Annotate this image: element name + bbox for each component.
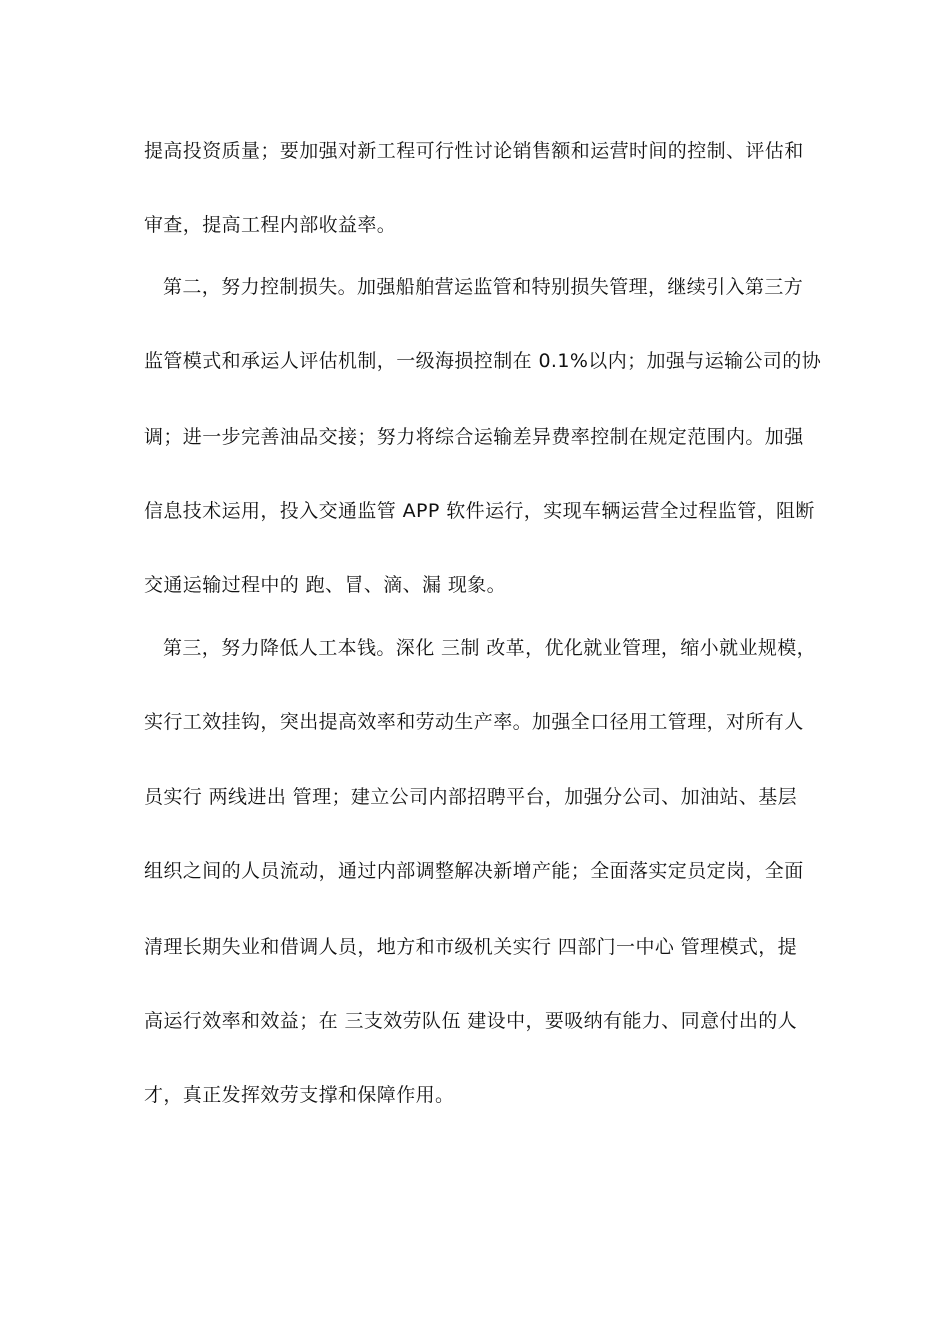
text-line: 监管模式和承运人评估机制，一级海损控制在 0.1%以内；加强与运输公司的协 (144, 350, 822, 372)
text-line: 交通运输过程中的 跑、冒、滴、漏 现象。 (144, 574, 507, 596)
text-line: 调；进一步完善油品交接；努力将综合运输差异费率控制在规定范围内。加强 (144, 426, 804, 448)
text-line: 审查，提高工程内部收益率。 (144, 214, 397, 236)
text-line: 提高投资质量；要加强对新工程可行性讨论销售额和运营时间的控制、评估和 (144, 140, 804, 162)
text-line: 信息技术运用，投入交通监管 APP 软件运行，实现车辆运营全过程监管，阻断 (144, 500, 815, 522)
text-line: 才，真正发挥效劳支撑和保障作用。 (144, 1084, 455, 1106)
text-line: 高运行效率和效益；在 三支效劳队伍 建设中，要吸纳有能力、同意付出的人 (144, 1010, 798, 1032)
text-line: 实行工效挂钩，突出提高效率和劳动生产率。加强全口径用工管理，对所有人 (144, 711, 804, 733)
text-line: 员实行 两线进出 管理；建立公司内部招聘平台，加强分公司、加油站、基层 (144, 786, 798, 808)
paragraph-start-line: 第三，努力降低人工本钱。深化 三制 改革，优化就业管理，缩小就业规模， (163, 637, 817, 659)
paragraph-start-line: 第二，努力控制损失。加强船舶营运监管和特别损失管理，继续引入第三方 (163, 276, 804, 298)
text-line: 组织之间的人员流动，通过内部调整解决新增产能；全面落实定员定岗，全面 (144, 860, 804, 882)
text-line: 清理长期失业和借调人员，地方和市级机关实行 四部门一中心 管理模式，提 (144, 936, 798, 958)
